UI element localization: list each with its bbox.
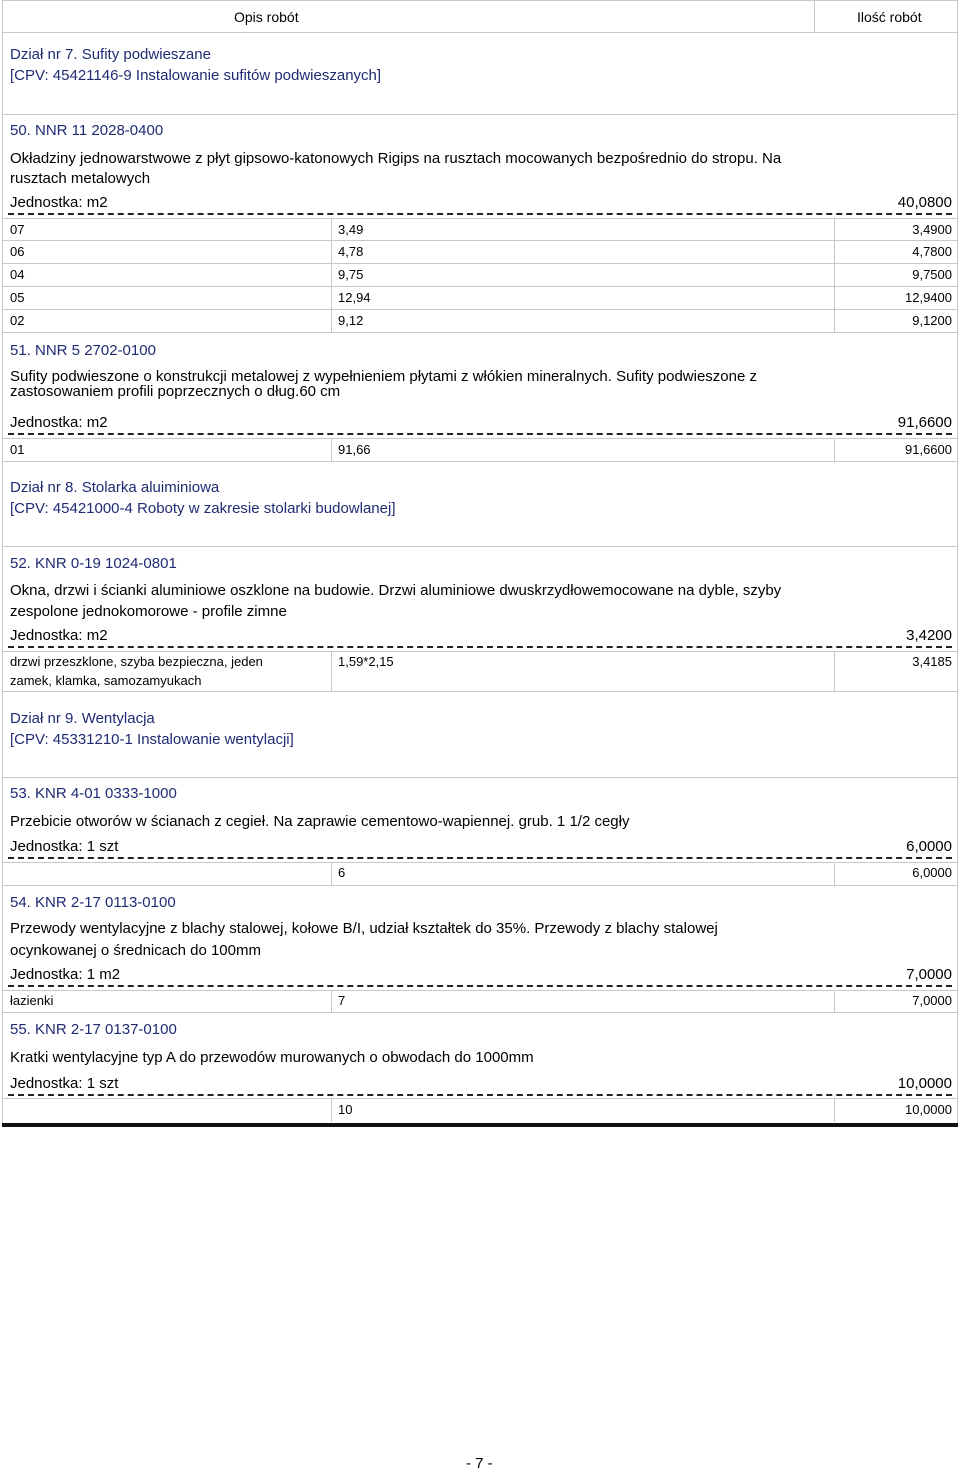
item-number: 53. KNR 4-01 0333-1000: [10, 785, 177, 802]
section-title: Dział nr 9. Wentylacja: [10, 710, 155, 727]
unit-label: Jednostka: 1 m2: [10, 966, 121, 983]
row-value: 12,9400: [905, 290, 952, 305]
item-description: Przebicie otworów w ścianach z cegieł. Na zaprawie cementowo-wapiennej. grub. 1 1/2 cegły: [10, 813, 630, 830]
row-value: 3,4185: [912, 654, 952, 669]
item-number: 55. KNR 2-17 0137-0100: [10, 1021, 177, 1038]
row-formula: 4,78: [338, 244, 364, 259]
unit-label: Jednostka: m2: [10, 414, 108, 431]
row-code: 07: [10, 222, 25, 237]
item-number: 50. NNR 11 2028-0400: [10, 122, 164, 139]
row-code: 01: [10, 442, 25, 457]
table-bottom-rule: [2, 1123, 958, 1127]
row-value: 10,0000: [905, 1102, 952, 1117]
column-header-description: Opis robót: [234, 9, 299, 25]
row-code: 02: [10, 313, 25, 328]
item-description: Kratki wentylacyjne typ A do przewodów murowanych o obwodach do 1000mm: [10, 1049, 534, 1066]
row-code: drzwi przeszklone, szyba bezpieczna, jeden: [10, 654, 263, 669]
row-code: 04: [10, 267, 25, 282]
row-code: 06: [10, 244, 25, 259]
unit-label: Jednostka: m2: [10, 627, 108, 644]
item-number: 51. NNR 5 2702-0100: [10, 342, 156, 359]
row-formula: 10: [338, 1102, 353, 1117]
item-description: Przewody wentylacyjne z blachy stalowej, kołowe B/I, udział kształtek do 35%. Przewody z blachy stalowej: [10, 920, 718, 937]
item-description-cont: ocynkowanej o średnicach do 100mm: [10, 942, 261, 959]
unit-total: 10,0000: [897, 1075, 952, 1092]
row-formula: 1,59*2,15: [338, 654, 394, 669]
section-title: Dział nr 8. Stolarka aluiminiowa: [10, 479, 220, 496]
item-description-cont: zespolone jednokomorowe - profile zimne: [10, 603, 287, 620]
item-description: Okna, drzwi i ścianki aluminiowe oszklone na budowie. Drzwi aluminiowe dwuskrzydłowemocowane na dyble, szyby: [10, 582, 782, 599]
row-formula: 9,75: [338, 267, 364, 282]
column-header-quantity: Ilość robót: [857, 9, 922, 25]
item-description: Okładziny jednowarstwowe z płyt gipsowo-katonowych Rigips na rusztach mocowanych bezpośrednio do stropu. Na: [10, 150, 782, 167]
section-cpv: [CPV: 45331210-1 Instalowanie wentylacji]: [10, 731, 294, 748]
row-formula: 7: [338, 993, 346, 1008]
row-code: 05: [10, 290, 25, 305]
row-code-cont: zamek, klamka, samozamyukach: [10, 673, 202, 688]
row-value: 6,0000: [912, 865, 952, 880]
item-number: 52. KNR 0-19 1024-0801: [10, 555, 177, 572]
section-cpv: [CPV: 45421000-4 Roboty w zakresie stolarki budowlanej]: [10, 500, 396, 517]
row-value: 9,1200: [912, 313, 952, 328]
row-formula: 3,49: [338, 222, 364, 237]
row-formula: 6: [338, 865, 346, 880]
row-code: łazienki: [10, 993, 54, 1008]
unit-total: 6,0000: [906, 838, 952, 855]
row-value: 7,0000: [912, 993, 952, 1008]
row-value: 3,4900: [912, 222, 952, 237]
row-value: 4,7800: [912, 244, 952, 259]
item-description: Sufity podwieszone o konstrukcji metalowej z wypełnieniem płytami z włókien mineralnych. Sufity podwieszone z: [10, 368, 758, 385]
row-formula: 9,12: [338, 313, 364, 328]
item-description-cont: zastosowaniem profili poprzecznych o dług.60 cm: [10, 383, 341, 400]
unit-total: 40,0800: [897, 194, 952, 211]
unit-label: Jednostka: 1 szt: [10, 838, 119, 855]
row-value: 9,7500: [912, 267, 952, 282]
item-description-cont: rusztach metalowych: [10, 170, 151, 187]
unit-label: Jednostka: 1 szt: [10, 1075, 119, 1092]
item-number: 54. KNR 2-17 0113-0100: [10, 894, 176, 911]
unit-label: Jednostka: m2: [10, 194, 108, 211]
row-formula: 91,66: [338, 442, 371, 457]
row-value: 91,6600: [905, 442, 952, 457]
section-title: Dział nr 7. Sufity podwieszane: [10, 46, 211, 63]
page-number: - 7 -: [466, 1455, 493, 1472]
unit-total: 91,6600: [897, 414, 952, 431]
row-formula: 12,94: [338, 290, 371, 305]
section-cpv: [CPV: 45421146-9 Instalowanie sufitów podwieszanych]: [10, 67, 382, 84]
unit-total: 7,0000: [906, 966, 952, 983]
unit-total: 3,4200: [906, 627, 952, 644]
